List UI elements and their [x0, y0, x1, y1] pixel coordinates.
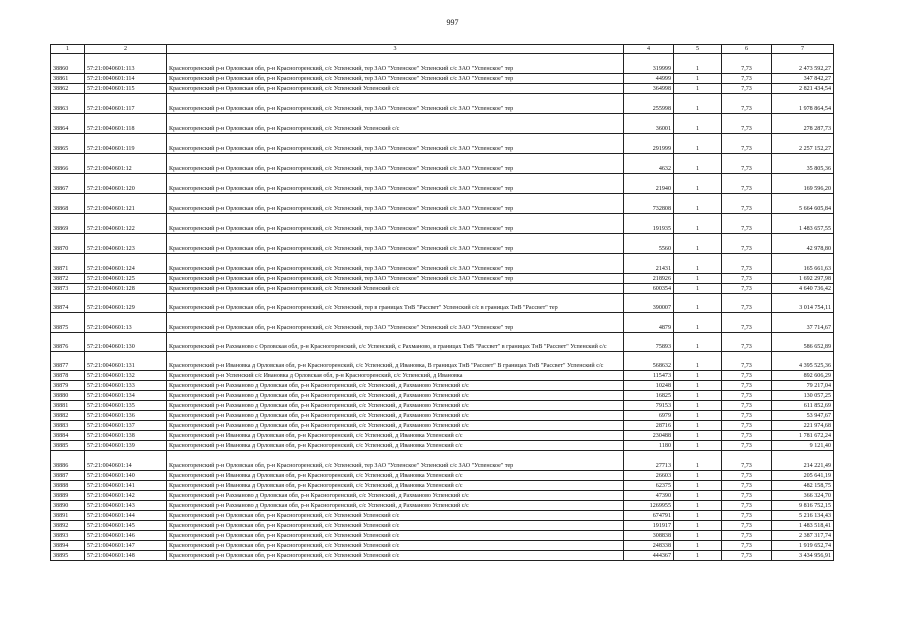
rate-value: 7,73 — [722, 74, 772, 84]
rate-value: 7,73 — [722, 481, 772, 491]
rate-value: 7,73 — [722, 352, 772, 371]
table-row — [51, 491, 834, 501]
cadastral-value: 79 217,04 — [772, 381, 834, 391]
table-row — [51, 54, 834, 74]
rate-value: 7,73 — [722, 134, 772, 154]
cadastral-number: 57:21:0040601:123 — [85, 234, 167, 254]
area-value: 27713 — [624, 451, 674, 471]
count-value: 1 — [674, 114, 722, 134]
row-number: 38873 — [51, 284, 85, 294]
cadastral-value: 892 606,29 — [772, 371, 834, 381]
count-value: 1 — [674, 194, 722, 214]
cadastral-value: 9 121,40 — [772, 441, 834, 451]
area-value: 10248 — [624, 381, 674, 391]
cadastral-value: 37 714,67 — [772, 313, 834, 333]
table-row — [51, 421, 834, 431]
row-number: 38885 — [51, 441, 85, 451]
cadastral-number: 57:21:0040601:122 — [85, 214, 167, 234]
row-number: 38886 — [51, 451, 85, 471]
row-number: 38878 — [51, 371, 85, 381]
row-number: 38870 — [51, 234, 85, 254]
area-value: 79153 — [624, 401, 674, 411]
table-row — [51, 194, 834, 214]
row-number: 38864 — [51, 114, 85, 134]
cadastral-number: 57:21:0040601:135 — [85, 401, 167, 411]
rate-value: 7,73 — [722, 391, 772, 401]
table-row — [51, 114, 834, 134]
address: Красногоренский р-н Рахманово д Орловская обл, р-н Красногоренский, с/с Успенский, д Рахманово Успенский с/с — [167, 501, 624, 511]
count-value: 1 — [674, 313, 722, 333]
cadastral-number: 57:21:0040601:12 — [85, 154, 167, 174]
cadastral-value: 1 781 672,24 — [772, 431, 834, 441]
area-value: 218926 — [624, 274, 674, 284]
rate-value: 7,73 — [722, 174, 772, 194]
address: Красногоренский р-н Орловская обл, р-н Красногоренский, с/с Успенский Успенский с/с — [167, 114, 624, 134]
count-value: 1 — [674, 381, 722, 391]
rate-value: 7,73 — [722, 234, 772, 254]
table-row — [51, 352, 834, 371]
address: Красногоренский р-н Орловская обл, р-н Красногоренский, с/с Успенский, тер ЗАО "Успенское" Успенский с/с ЗАО "Успенское" тер — [167, 313, 624, 333]
cadastral-number: 57:21:0040601:147 — [85, 541, 167, 551]
count-value: 1 — [674, 294, 722, 313]
cadastral-value: 2 821 434,54 — [772, 84, 834, 94]
count-value: 1 — [674, 471, 722, 481]
count-value: 1 — [674, 174, 722, 194]
count-value: 1 — [674, 531, 722, 541]
row-number: 38893 — [51, 531, 85, 541]
rate-value: 7,73 — [722, 431, 772, 441]
column-header: 6 — [722, 45, 772, 54]
area-value: 21431 — [624, 254, 674, 274]
count-value: 1 — [674, 511, 722, 521]
cadastral-number: 57:21:0040601:144 — [85, 511, 167, 521]
cadastral-value: 1 483 657,55 — [772, 214, 834, 234]
count-value: 1 — [674, 214, 722, 234]
row-number: 38866 — [51, 154, 85, 174]
count-value: 1 — [674, 431, 722, 441]
table-row — [51, 174, 834, 194]
cadastral-value: 35 805,36 — [772, 154, 834, 174]
rate-value: 7,73 — [722, 501, 772, 511]
count-value: 1 — [674, 254, 722, 274]
cadastral-number: 57:21:0040601:117 — [85, 94, 167, 114]
row-number: 38882 — [51, 411, 85, 421]
table-row — [51, 313, 834, 333]
rate-value: 7,73 — [722, 54, 772, 74]
area-value: 568632 — [624, 352, 674, 371]
cadastral-number: 57:21:0040601:139 — [85, 441, 167, 451]
row-number: 38874 — [51, 294, 85, 313]
area-value: 16825 — [624, 391, 674, 401]
address: Красногоренский р-н Орловская обл, р-н Красногоренский, с/с Успенский, тер ЗАО "Успенское" Успенский с/с ЗАО "Успенское" тер — [167, 134, 624, 154]
table-row — [51, 84, 834, 94]
count-value: 1 — [674, 134, 722, 154]
area-value: 44999 — [624, 74, 674, 84]
count-value: 1 — [674, 421, 722, 431]
area-value: 5560 — [624, 234, 674, 254]
count-value: 1 — [674, 94, 722, 114]
area-value: 28716 — [624, 421, 674, 431]
cadastral-number: 57:21:0040601:14 — [85, 451, 167, 471]
address: Красногоренский р-н Орловская обл, р-н Красногоренский, с/с Успенский Успенский с/с — [167, 531, 624, 541]
table-row — [51, 254, 834, 274]
cadastral-value: 130 057,25 — [772, 391, 834, 401]
cadastral-value: 347 842,27 — [772, 74, 834, 84]
rate-value: 7,73 — [722, 114, 772, 134]
address: Красногоренский р-н Орловская обл, р-н Красногоренский, с/с Успенский, тер ЗАО "Успенское" Успенский с/с ЗАО "Успенское" тер — [167, 234, 624, 254]
rate-value: 7,73 — [722, 194, 772, 214]
row-number: 38865 — [51, 134, 85, 154]
address: Красногоренский р-н Орловская обл, р-н Красногоренский, с/с Успенский Успенский с/с — [167, 284, 624, 294]
cadastral-number: 57:21:0040601:113 — [85, 54, 167, 74]
cadastral-number: 57:21:0040601:136 — [85, 411, 167, 421]
cadastral-value: 165 661,63 — [772, 254, 834, 274]
address: Красногоренский р-н Успенский с/с Ивановка д Орловская обл, р-н Красногоренский, с/с Успенский, д Ивановка — [167, 371, 624, 381]
area-value: 291999 — [624, 134, 674, 154]
address: Красногоренский р-н Орловская обл, р-н Красногоренский, с/с Успенский, тер ЗАО "Успенское" Успенский с/с ЗАО "Успенское" тер — [167, 154, 624, 174]
address: Красногоренский р-н Орловская обл, р-н Красногоренский, с/с Успенский Успенский с/с — [167, 551, 624, 561]
rate-value: 7,73 — [722, 531, 772, 541]
cadastral-value: 1 692 297,98 — [772, 274, 834, 284]
address: Красногоренский р-н Рахманово д Орловская обл, р-н Красногоренский, с/с Успенский, д Рахманово Успенский с/с — [167, 401, 624, 411]
table-row — [51, 294, 834, 313]
cadastral-number: 57:21:0040601:121 — [85, 194, 167, 214]
land-registry-table — [50, 44, 834, 561]
cadastral-number: 57:21:0040601:143 — [85, 501, 167, 511]
cadastral-value: 2 387 317,74 — [772, 531, 834, 541]
cadastral-number: 57:21:0040601:124 — [85, 254, 167, 274]
row-number: 38889 — [51, 491, 85, 501]
row-number: 38861 — [51, 74, 85, 84]
row-number: 38876 — [51, 333, 85, 352]
row-number: 38868 — [51, 194, 85, 214]
cadastral-value: 366 324,70 — [772, 491, 834, 501]
rate-value: 7,73 — [722, 371, 772, 381]
count-value: 1 — [674, 441, 722, 451]
address: Красногоренский р-н Рахманово д Орловская обл, р-н Красногоренский, с/с Успенский, д Рахманово Успенский с/с — [167, 411, 624, 421]
column-header: 3 — [167, 45, 624, 54]
cadastral-number: 57:21:0040601:132 — [85, 371, 167, 381]
area-value: 75893 — [624, 333, 674, 352]
header-row — [51, 45, 834, 54]
rate-value: 7,73 — [722, 313, 772, 333]
cadastral-number: 57:21:0040601:142 — [85, 491, 167, 501]
row-number: 38888 — [51, 481, 85, 491]
area-value: 26603 — [624, 471, 674, 481]
row-number: 38884 — [51, 431, 85, 441]
row-number: 38860 — [51, 54, 85, 74]
table-row — [51, 411, 834, 421]
area-value: 6979 — [624, 411, 674, 421]
row-number: 38871 — [51, 254, 85, 274]
address: Красногоренский р-н Рахманово д Орловская обл, р-н Красногоренский, с/с Успенский, д Рахманово Успенский с/с — [167, 491, 624, 501]
table-row — [51, 391, 834, 401]
count-value: 1 — [674, 401, 722, 411]
address: Красногоренский р-н Рахманово с Орловская обл, р-н Красногоренский, с/с Успенский, с Рахманово, в границах ТнВ "Рассвет" в границах ТнВ "Рассвет" Успенский с/с — [167, 333, 624, 352]
row-number: 38863 — [51, 94, 85, 114]
row-number: 38891 — [51, 511, 85, 521]
address: Красногоренский р-н Ивановка д Орловская обл, р-н Красногоренский, с/с Успенский, д Ивановка Успенский с/с — [167, 471, 624, 481]
row-number: 38890 — [51, 501, 85, 511]
count-value: 1 — [674, 451, 722, 471]
cadastral-number: 57:21:0040601:119 — [85, 134, 167, 154]
area-value: 600354 — [624, 284, 674, 294]
rate-value: 7,73 — [722, 521, 772, 531]
area-value: 191935 — [624, 214, 674, 234]
row-number: 38875 — [51, 313, 85, 333]
cadastral-number: 57:21:0040601:129 — [85, 294, 167, 313]
count-value: 1 — [674, 481, 722, 491]
area-value: 1180 — [624, 441, 674, 451]
cadastral-value: 53 947,67 — [772, 411, 834, 421]
cadastral-number: 57:21:0040601:13 — [85, 313, 167, 333]
cadastral-value: 2 257 152,27 — [772, 134, 834, 154]
count-value: 1 — [674, 234, 722, 254]
rate-value: 7,73 — [722, 471, 772, 481]
cadastral-value: 3 434 956,91 — [772, 551, 834, 561]
address: Красногоренский р-н Орловская обл, р-н Красногоренский, с/с Успенский, тер ЗАО "Успенское" Успенский с/с ЗАО "Успенское" тер — [167, 54, 624, 74]
table-row — [51, 451, 834, 471]
area-value: 1269955 — [624, 501, 674, 511]
table-row — [51, 134, 834, 154]
cadastral-number: 57:21:0040601:120 — [85, 174, 167, 194]
address: Красногоренский р-н Рахманово д Орловская обл, р-н Красногоренский, с/с Успенский, д Рахманово Успенский с/с — [167, 421, 624, 431]
rate-value: 7,73 — [722, 154, 772, 174]
address: Красногоренский р-н Орловская обл, р-н Красногоренский, с/с Успенский, тер ЗАО "Успенское" Успенский с/с ЗАО "Успенское" тер — [167, 214, 624, 234]
cadastral-value: 5 216 134,43 — [772, 511, 834, 521]
cadastral-value: 221 974,68 — [772, 421, 834, 431]
address: Красногоренский р-н Орловская обл, р-н Красногоренский, с/с Успенский, тер ЗАО "Успенское" Успенский с/с ЗАО "Успенское" тер — [167, 451, 624, 471]
table-row — [51, 333, 834, 352]
area-value: 191917 — [624, 521, 674, 531]
table-row — [51, 371, 834, 381]
table-row — [51, 401, 834, 411]
cadastral-value: 42 978,80 — [772, 234, 834, 254]
cadastral-number: 57:21:0040601:133 — [85, 381, 167, 391]
cadastral-number: 57:21:0040601:125 — [85, 274, 167, 284]
row-number: 38895 — [51, 551, 85, 561]
cadastral-value: 586 652,89 — [772, 333, 834, 352]
cadastral-value: 278 287,73 — [772, 114, 834, 134]
table-row — [51, 511, 834, 521]
rate-value: 7,73 — [722, 284, 772, 294]
table-row — [51, 521, 834, 531]
area-value: 674791 — [624, 511, 674, 521]
cadastral-number: 57:21:0040601:148 — [85, 551, 167, 561]
count-value: 1 — [674, 501, 722, 511]
cadastral-value: 214 221,49 — [772, 451, 834, 471]
rate-value: 7,73 — [722, 333, 772, 352]
area-value: 364998 — [624, 84, 674, 94]
table-row — [51, 381, 834, 391]
row-number: 38892 — [51, 521, 85, 531]
row-number: 38872 — [51, 274, 85, 284]
cadastral-number: 57:21:0040601:128 — [85, 284, 167, 294]
address: Красногоренский р-н Орловская обл, р-н Красногоренский, с/с Успенский Успенский с/с — [167, 541, 624, 551]
address: Красногоренский р-н Орловская обл, р-н Красногоренский, с/с Успенский, тер ЗАО "Успенское" Успенский с/с ЗАО "Успенское" тер — [167, 274, 624, 284]
address: Красногоренский р-н Ивановка д Орловская обл, р-н Красногоренский, с/с Успенский, д Ивановка Успенский с/с — [167, 441, 624, 451]
count-value: 1 — [674, 284, 722, 294]
table-row — [51, 481, 834, 491]
rate-value: 7,73 — [722, 294, 772, 313]
cadastral-value: 205 641,19 — [772, 471, 834, 481]
cadastral-number: 57:21:0040601:146 — [85, 531, 167, 541]
rate-value: 7,73 — [722, 401, 772, 411]
address: Красногоренский р-н Орловская обл, р-н Красногоренский, с/с Успенский, тер в границах ТнВ "Рассвет" Успенский с/с в границах ТнВ "Рассвет" тер — [167, 294, 624, 313]
address: Красногоренский р-н Орловская обл, р-н Красногоренский, с/с Успенский, тер ЗАО "Успенское" Успенский с/с ЗАО "Успенское" тер — [167, 74, 624, 84]
address: Красногоренский р-н Орловская обл, р-н Красногоренский, с/с Успенский, тер ЗАО "Успенское" Успенский с/с ЗАО "Успенское" тер — [167, 254, 624, 274]
cadastral-number: 57:21:0040601:115 — [85, 84, 167, 94]
address: Красногоренский р-н Рахманово д Орловская обл, р-н Красногоренский, с/с Успенский, д Рахманово Успенский с/с — [167, 391, 624, 401]
table-row — [51, 541, 834, 551]
table-row — [51, 154, 834, 174]
cadastral-value: 1 483 518,41 — [772, 521, 834, 531]
table-row — [51, 94, 834, 114]
cadastral-value: 482 158,75 — [772, 481, 834, 491]
table-row — [51, 501, 834, 511]
cadastral-number: 57:21:0040601:141 — [85, 481, 167, 491]
cadastral-value: 2 473 592,27 — [772, 54, 834, 74]
area-value: 36001 — [624, 114, 674, 134]
column-header: 5 — [674, 45, 722, 54]
count-value: 1 — [674, 74, 722, 84]
area-value: 230488 — [624, 431, 674, 441]
address: Красногоренский р-н Орловская обл, р-н Красногоренский, с/с Успенский Успенский с/с — [167, 511, 624, 521]
row-number: 38887 — [51, 471, 85, 481]
address: Красногоренский р-н Орловская обл, р-н Красногоренский, с/с Успенский Успенский с/с — [167, 84, 624, 94]
address: Красногоренский р-н Ивановка д Орловская обл, р-н Красногоренский, с/с Успенский, д Ивановка Успенский с/с — [167, 431, 624, 441]
table-row — [51, 551, 834, 561]
rate-value: 7,73 — [722, 491, 772, 501]
table-row — [51, 531, 834, 541]
address: Красногоренский р-н Ивановка д Орловская обл, р-н Красногоренский, с/с Успенский, д Ивановка, В границах ТнВ "Рассвет" В границах ТнВ "Рассвет" Успенский с/с — [167, 352, 624, 371]
count-value: 1 — [674, 391, 722, 401]
rate-value: 7,73 — [722, 411, 772, 421]
rate-value: 7,73 — [722, 511, 772, 521]
row-number: 38883 — [51, 421, 85, 431]
cadastral-number: 57:21:0040601:138 — [85, 431, 167, 441]
count-value: 1 — [674, 352, 722, 371]
cadastral-value: 3 014 754,11 — [772, 294, 834, 313]
area-value: 248338 — [624, 541, 674, 551]
cadastral-value: 4 640 736,42 — [772, 284, 834, 294]
table-body — [51, 54, 834, 561]
row-number: 38880 — [51, 391, 85, 401]
cadastral-number: 57:21:0040601:134 — [85, 391, 167, 401]
cadastral-value: 169 596,20 — [772, 174, 834, 194]
count-value: 1 — [674, 333, 722, 352]
row-number: 38894 — [51, 541, 85, 551]
rate-value: 7,73 — [722, 214, 772, 234]
row-number: 38869 — [51, 214, 85, 234]
area-value: 62375 — [624, 481, 674, 491]
cadastral-number: 57:21:0040601:145 — [85, 521, 167, 531]
address: Красногоренский р-н Орловская обл, р-н Красногоренский, с/с Успенский, тер ЗАО "Успенское" Успенский с/с ЗАО "Успенское" тер — [167, 94, 624, 114]
row-number: 38879 — [51, 381, 85, 391]
rate-value: 7,73 — [722, 551, 772, 561]
area-value: 390007 — [624, 294, 674, 313]
count-value: 1 — [674, 551, 722, 561]
cadastral-value: 9 816 752,15 — [772, 501, 834, 511]
count-value: 1 — [674, 54, 722, 74]
address: Красногоренский р-н Орловская обл, р-н Красногоренский, с/с Успенский, тер ЗАО "Успенское" Успенский с/с ЗАО "Успенское" тер — [167, 194, 624, 214]
count-value: 1 — [674, 371, 722, 381]
count-value: 1 — [674, 154, 722, 174]
count-value: 1 — [674, 521, 722, 531]
count-value: 1 — [674, 84, 722, 94]
cadastral-number: 57:21:0040601:137 — [85, 421, 167, 431]
area-value: 47390 — [624, 491, 674, 501]
table-row — [51, 431, 834, 441]
area-value: 732808 — [624, 194, 674, 214]
cadastral-number: 57:21:0040601:130 — [85, 333, 167, 352]
cadastral-value: 5 664 605,84 — [772, 194, 834, 214]
rate-value: 7,73 — [722, 441, 772, 451]
rate-value: 7,73 — [722, 84, 772, 94]
address: Красногоренский р-н Рахманово д Орловская обл, р-н Красногоренский, с/с Успенский, д Рахманово Успенский с/с — [167, 381, 624, 391]
address: Красногоренский р-н Ивановка д Орловская обл, р-н Красногоренский, с/с Успенский, д Ивановка Успенский с/с — [167, 481, 624, 491]
address: Красногоренский р-н Орловская обл, р-н Красногоренский, с/с Успенский Успенский с/с — [167, 521, 624, 531]
row-number: 38862 — [51, 84, 85, 94]
table-row — [51, 234, 834, 254]
cadastral-number: 57:21:0040601:114 — [85, 74, 167, 84]
count-value: 1 — [674, 411, 722, 421]
row-number: 38881 — [51, 401, 85, 411]
area-value: 308838 — [624, 531, 674, 541]
cadastral-value: 1 919 652,74 — [772, 541, 834, 551]
table-row — [51, 74, 834, 84]
rate-value: 7,73 — [722, 381, 772, 391]
column-header: 4 — [624, 45, 674, 54]
column-header: 7 — [772, 45, 834, 54]
cadastral-number: 57:21:0040601:140 — [85, 471, 167, 481]
table-row — [51, 214, 834, 234]
cadastral-value: 611 852,69 — [772, 401, 834, 411]
cadastral-number: 57:21:0040601:131 — [85, 352, 167, 371]
area-value: 21940 — [624, 174, 674, 194]
rate-value: 7,73 — [722, 254, 772, 274]
count-value: 1 — [674, 274, 722, 284]
cadastral-value: 4 395 525,36 — [772, 352, 834, 371]
table-row — [51, 284, 834, 294]
area-value: 4632 — [624, 154, 674, 174]
area-value: 4879 — [624, 313, 674, 333]
rate-value: 7,73 — [722, 94, 772, 114]
row-number: 38867 — [51, 174, 85, 194]
rate-value: 7,73 — [722, 421, 772, 431]
rate-value: 7,73 — [722, 451, 772, 471]
cadastral-value: 1 978 864,54 — [772, 94, 834, 114]
area-value: 444367 — [624, 551, 674, 561]
page-number: 997 — [446, 18, 459, 27]
table-row — [51, 274, 834, 284]
table-row — [51, 441, 834, 451]
area-value: 255998 — [624, 94, 674, 114]
row-number: 38877 — [51, 352, 85, 371]
count-value: 1 — [674, 491, 722, 501]
rate-value: 7,73 — [722, 274, 772, 284]
rate-value: 7,73 — [722, 541, 772, 551]
area-value: 115473 — [624, 371, 674, 381]
column-header: 1 — [51, 45, 85, 54]
cadastral-number: 57:21:0040601:118 — [85, 114, 167, 134]
count-value: 1 — [674, 541, 722, 551]
area-value: 319999 — [624, 54, 674, 74]
column-header: 2 — [85, 45, 167, 54]
table-row — [51, 471, 834, 481]
address: Красногоренский р-н Орловская обл, р-н Красногоренский, с/с Успенский, тер ЗАО "Успенское" Успенский с/с ЗАО "Успенское" тер — [167, 174, 624, 194]
